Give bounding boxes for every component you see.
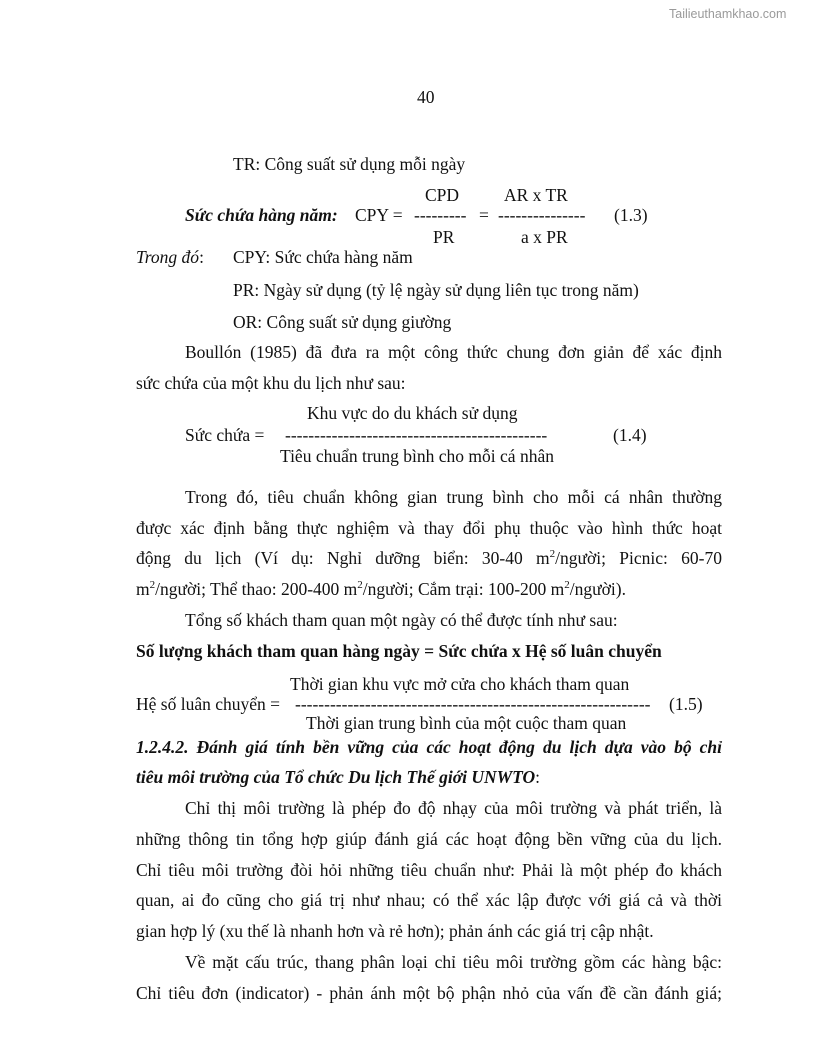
- space-para-line-3a: động du lịch (Ví dụ: Nghỉ dưỡng biển: 30-40 m: [136, 548, 550, 568]
- superscript-2: 2: [549, 548, 556, 561]
- env-para-line-4: quan, ai đo cũng cho giá trị như nhau; có thể xác lập được với giá cả và thời: [136, 890, 722, 910]
- space-para-line-4: [136, 581, 626, 599]
- formula-1-3-lhs: CPY =: [355, 205, 403, 225]
- env-para-line-3: Chỉ tiêu môi trường đòi hỏi những tiêu chuẩn như: Phải là một phép đo khách: [136, 860, 722, 880]
- superscript-2: 2: [357, 579, 363, 592]
- env-para-line-2: những thông tin tổng hợp giúp đánh giá các hoạt động bền vững của du lịch.: [136, 829, 722, 849]
- total-intro: Tổng số khách tham quan một ngày có thể được tính như sau:: [185, 610, 618, 630]
- space-para-line-4b: /người; Thể thao: 200-400 m: [155, 579, 358, 599]
- formula-1-3-num1: CPD: [425, 185, 460, 205]
- env-para-line-5: gian hợp lý (xu thế là nhanh hơn và rẻ hơn); phản ánh các giá trị cập nhật.: [136, 921, 654, 941]
- formula-1-3-dash2: ---------------: [498, 205, 586, 225]
- formula-1-4-eqnum: (1.4): [613, 425, 647, 445]
- formula-1-3-label: Sức chứa hàng năm:: [185, 205, 338, 225]
- formula-1-4-lhs: Sức chứa =: [185, 425, 265, 445]
- bold-formula: Số lượng khách tham quan hàng ngày = Sức chứa x Hệ số luân chuyển: [136, 641, 662, 661]
- env-para-line-1: Chỉ thị môi trường là phép đo độ nhạy của môi trường và phát triển, là: [185, 798, 722, 818]
- formula-1-5-numerator: Thời gian khu vực mở cửa cho khách tham quan: [290, 674, 630, 694]
- where-colon: :: [199, 247, 204, 267]
- space-para-line-1: Trong đó, tiêu chuẩn không gian trung bình cho mỗi cá nhân thường: [185, 487, 722, 507]
- formula-1-4-dashes: ---------------------------------------------: [285, 425, 548, 445]
- boullon-line-1: Boullón (1985) đã đưa ra một công thức chung đơn giản để xác định: [185, 342, 722, 362]
- formula-1-3-den2: a x PR: [521, 227, 568, 247]
- formula-1-4-denominator: Tiêu chuẩn trung bình cho mỗi cá nhân: [280, 446, 554, 466]
- formula-1-3-den1: PR: [433, 227, 455, 247]
- space-para-line-3b: /người; Picnic: 60-70: [555, 548, 722, 568]
- unit-m: m: [136, 579, 150, 599]
- definition-tr: TR: Công suất sử dụng mỗi ngày: [233, 154, 466, 174]
- section-heading-text: tiêu môi trường của Tổ chức Du lịch Thế giới UNWTO: [136, 767, 536, 787]
- where-label-line: [136, 249, 204, 267]
- definition-pr: PR: Ngày sử dụng (tỷ lệ ngày sử dụng liên tục trong năm): [233, 280, 639, 300]
- superscript-2: 2: [149, 579, 156, 592]
- page-number: 40: [417, 87, 435, 107]
- space-para-line-2: được xác định bằng thực nghiệm và thay đổi phụ thuộc vào hình thức hoạt: [136, 518, 722, 538]
- formula-1-3-eq: =: [479, 205, 489, 225]
- section-heading-line-1: 1.2.4.2. Đánh giá tính bền vững của các hoạt động du lịch dựa vào bộ chỉ: [136, 737, 722, 757]
- formula-1-3-eqnum: (1.3): [614, 205, 648, 225]
- formula-1-5-lhs: Hệ số luân chuyển =: [136, 694, 280, 714]
- superscript-2: 2: [564, 579, 570, 592]
- boullon-line-2: sức chứa của một khu du lịch như sau:: [136, 373, 406, 393]
- struct-para-line-1: Về mặt cấu trúc, thang phân loại chỉ tiêu môi trường gồm các hàng bậc:: [185, 952, 722, 972]
- section-heading-colon: :: [535, 767, 541, 787]
- formula-1-3-dash1: ---------: [414, 205, 467, 225]
- formula-1-5-denominator: Thời gian trung bình của một cuộc tham quan: [306, 713, 627, 733]
- watermark: Tailieuthamkhao.com: [669, 7, 787, 21]
- space-para-line-4c: /người; Cắm trại: 100-200 m: [362, 579, 565, 599]
- struct-para-line-2: Chỉ tiêu đơn (indicator) - phản ánh một bộ phận nhỏ của vấn đề cần đánh giá;: [136, 983, 722, 1003]
- space-para-line-4d: /người).: [569, 579, 626, 599]
- section-heading-line-2: [136, 769, 540, 787]
- definition-or: OR: Công suất sử dụng giường: [233, 312, 452, 332]
- definition-cpy: CPY: Sức chứa hàng năm: [233, 247, 413, 267]
- space-para-line-3: [136, 550, 722, 568]
- where-label: Trong đó: [136, 247, 200, 267]
- formula-1-3-num2: AR x TR: [504, 185, 568, 205]
- formula-1-4-numerator: Khu vực do du khách sử dụng: [307, 403, 518, 423]
- formula-1-5-dashes: -------------------------------------------------------------: [295, 694, 651, 714]
- formula-1-5-eqnum: (1.5): [669, 694, 703, 714]
